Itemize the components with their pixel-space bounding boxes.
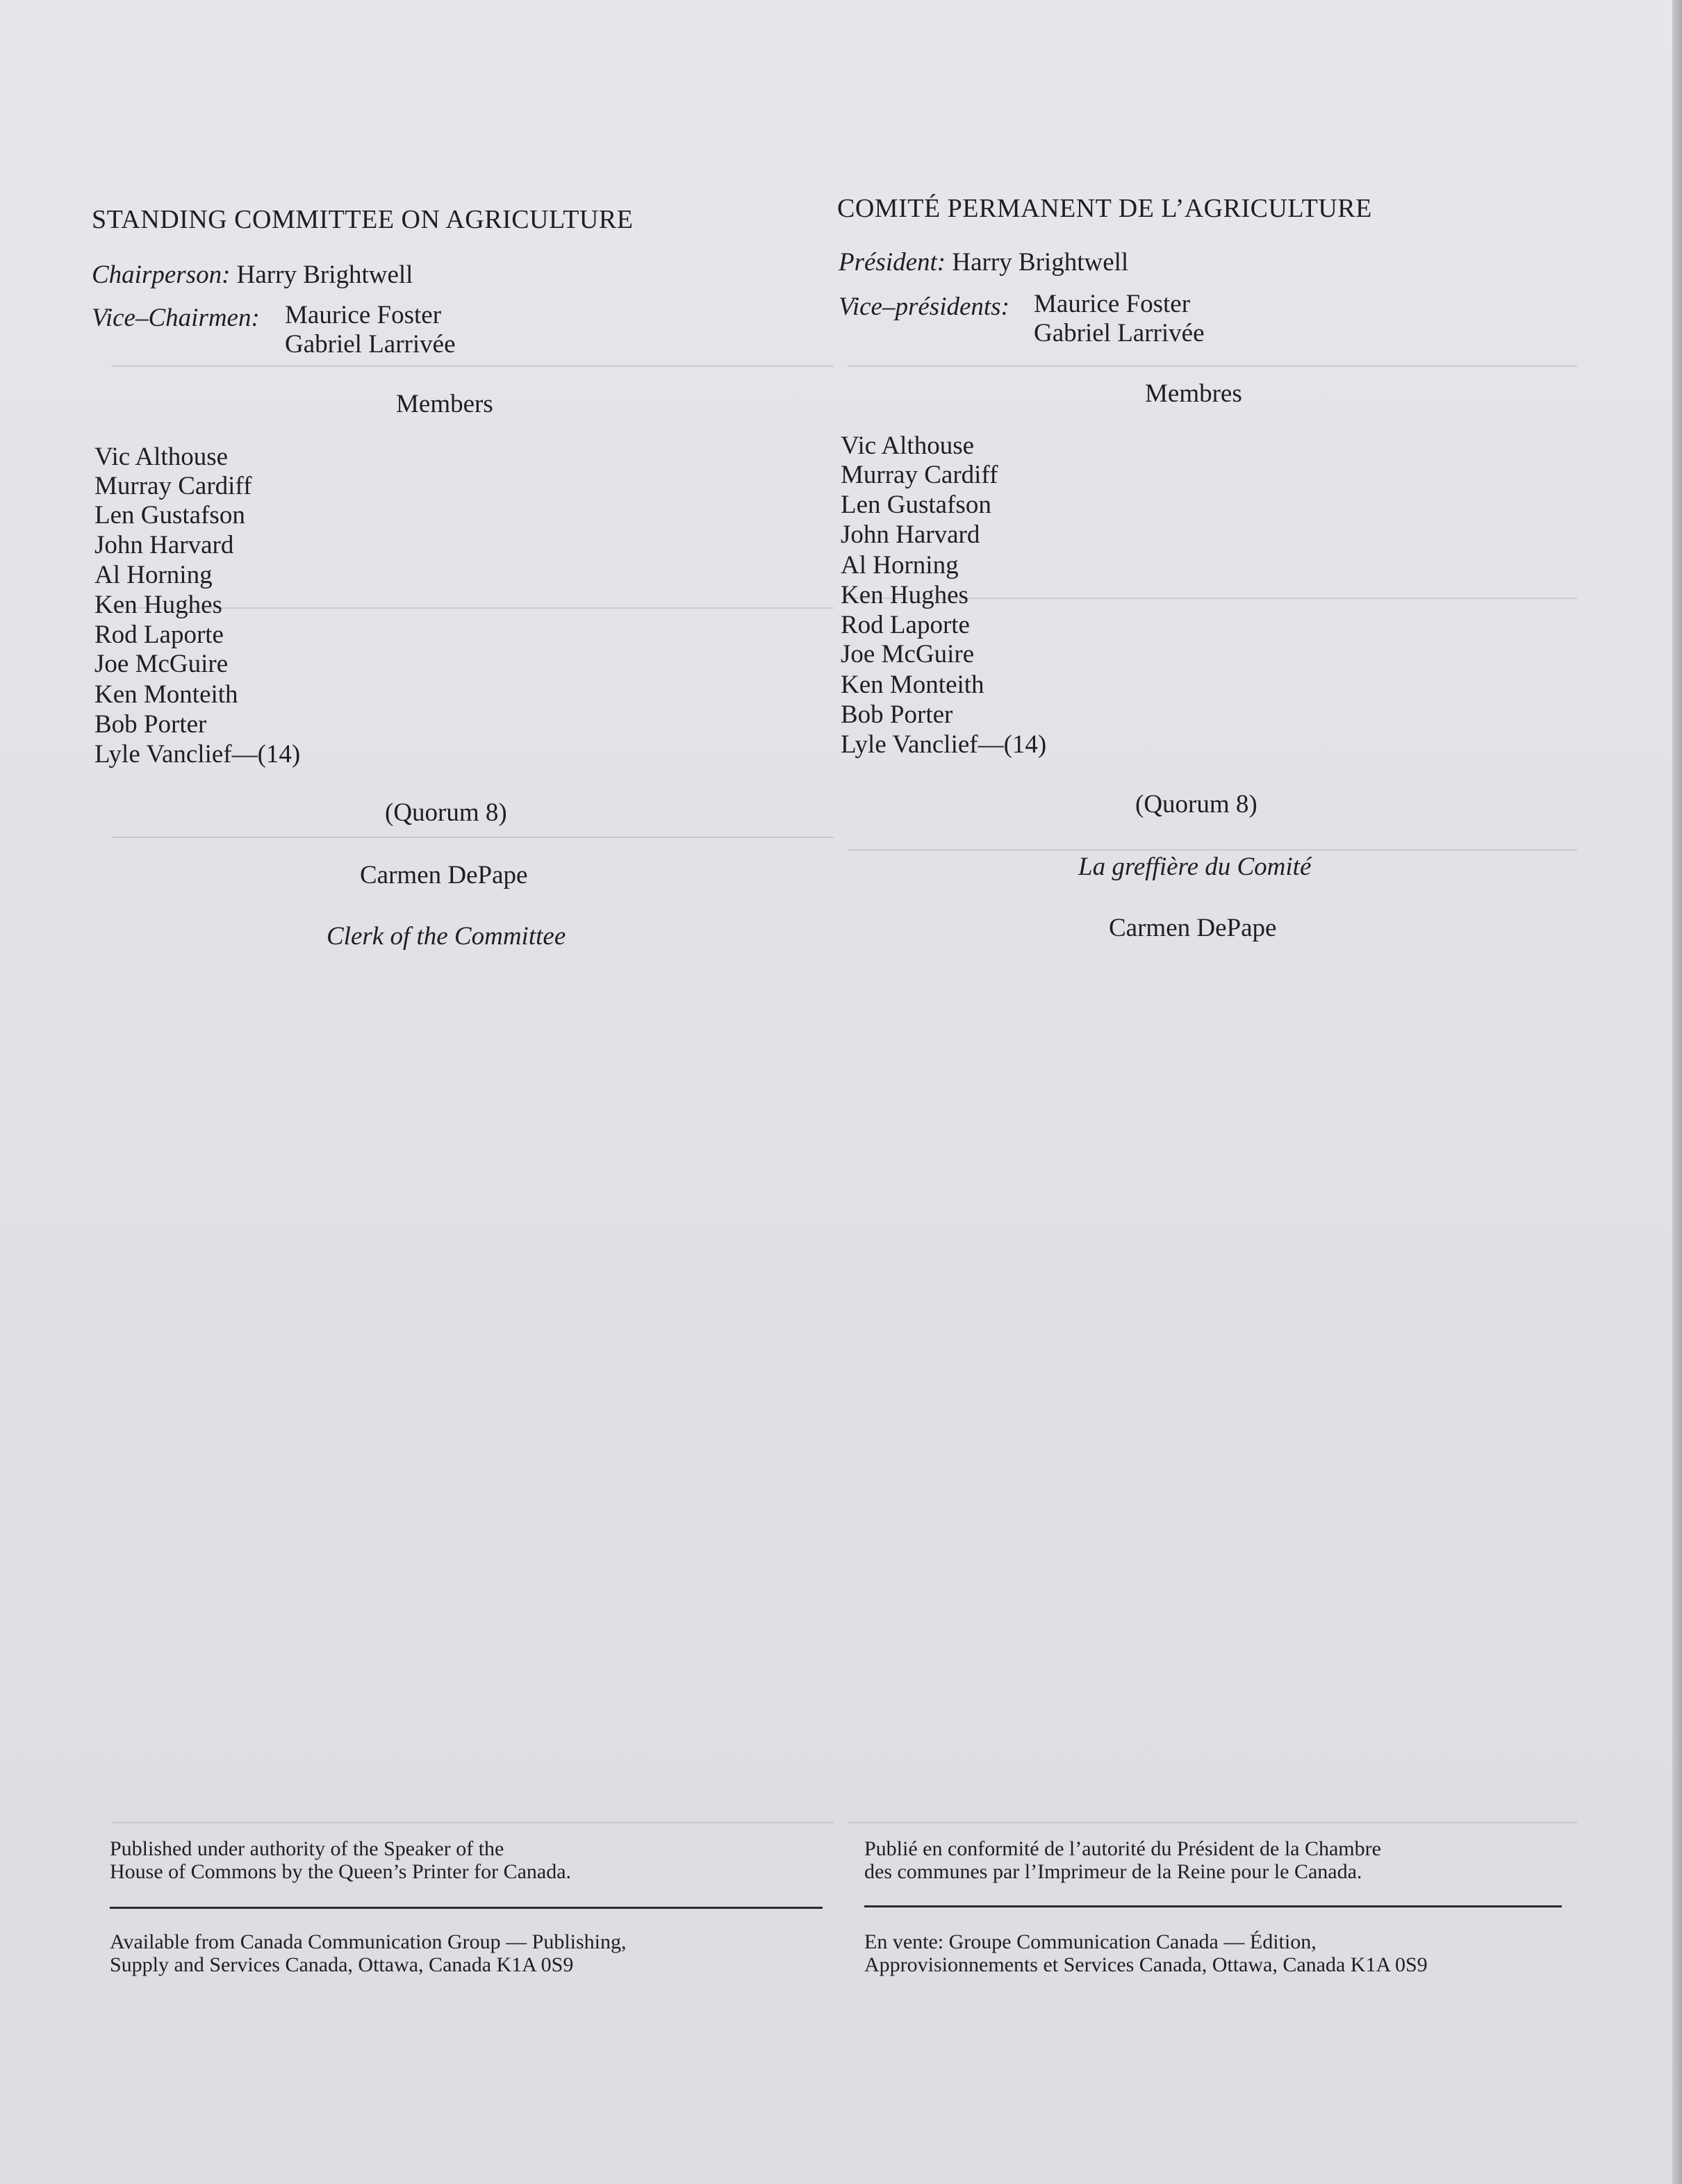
show-through-rule: [111, 366, 834, 367]
vice-name-en: Gabriel Larrivée: [285, 330, 456, 359]
chairperson-line-fr: [839, 247, 1128, 277]
member-fr: Bob Porter: [841, 700, 953, 729]
published-line-fr: Publié en conformité de l’autorité du Président de la Chambre: [864, 1837, 1381, 1860]
vice-role-fr: Vice–présidents:: [839, 293, 1009, 321]
page-edge: [1672, 0, 1682, 2184]
member-en: John Harvard: [94, 531, 234, 559]
member-fr: Len Gustafson: [841, 491, 991, 519]
committee-title-fr: COMITÉ PERMANENT DE L’AGRICULTURE: [837, 194, 1372, 223]
published-notice-fr: [864, 1837, 1381, 1883]
chairperson-line-en: [92, 260, 413, 290]
published-line-en: Published under authority of the Speaker of the: [110, 1837, 504, 1860]
quorum-fr: (Quorum 8): [1135, 790, 1258, 819]
member-en: Vic Althouse: [94, 443, 229, 471]
chairperson-role-en: Chairperson:: [92, 261, 231, 289]
published-line-en: House of Commons by the Queen’s Printer for Canada.: [110, 1860, 572, 1883]
member-en: Ken Monteith: [94, 680, 238, 709]
member-en: Ken Hughes: [94, 591, 222, 619]
member-fr: Vic Althouse: [841, 432, 975, 460]
vice-name-en: Maurice Foster: [285, 301, 442, 329]
clerk-title-fr: La greffière du Comité: [1078, 853, 1312, 881]
member-fr: Murray Cardiff: [841, 461, 998, 489]
chairperson-name-en: Harry Brightwell: [236, 261, 413, 289]
available-line-en: Available from Canada Communication Group — Publishing,: [110, 1930, 627, 1953]
available-line-fr: En vente: Groupe Communication Canada — Édition,: [864, 1930, 1317, 1953]
member-en: Bob Porter: [94, 710, 207, 739]
member-fr: John Harvard: [841, 520, 980, 549]
clerk-name-fr: Carmen DePape: [1109, 914, 1277, 942]
chairperson-name-fr: Harry Brightwell: [952, 248, 1129, 277]
member-en: Lyle Vanclief—(14): [94, 740, 301, 769]
clerk-name-en: Carmen DePape: [360, 861, 528, 889]
available-notice-fr: [864, 1930, 1428, 1976]
member-fr: Rod Laporte: [841, 611, 970, 639]
member-fr: Lyle Vanclief—(14): [841, 730, 1047, 759]
show-through-rule: [111, 1822, 834, 1823]
footer-rule-en: [110, 1907, 823, 1909]
chairperson-role-fr: Président:: [839, 248, 946, 277]
published-notice-en: [110, 1837, 571, 1883]
show-through-rule: [848, 366, 1577, 367]
vice-name-fr: Maurice Foster: [1034, 290, 1191, 318]
show-through-rule: [848, 849, 1577, 851]
available-line-fr: Approvisionnements et Services Canada, Ottawa, Canada K1A 0S9: [864, 1953, 1428, 1976]
show-through-rule: [848, 1822, 1577, 1823]
show-through-rule: [111, 837, 834, 838]
members-heading-fr: Membres: [1145, 379, 1242, 408]
member-en: Al Horning: [94, 561, 213, 589]
member-en: Joe McGuire: [94, 650, 229, 678]
available-line-en: Supply and Services Canada, Ottawa, Canada K1A 0S9: [110, 1953, 574, 1976]
clerk-title-en: Clerk of the Committee: [327, 922, 566, 951]
member-fr: Ken Monteith: [841, 671, 984, 699]
published-line-fr: des communes par l’Imprimeur de la Reine pour le Canada.: [864, 1860, 1362, 1883]
members-heading-en: Members: [396, 390, 493, 418]
footer-rule-fr: [864, 1905, 1562, 1907]
vice-role-en: Vice–Chairmen:: [92, 304, 260, 332]
vice-name-fr: Gabriel Larrivée: [1034, 319, 1205, 347]
quorum-en: (Quorum 8): [385, 798, 507, 827]
member-fr: Joe McGuire: [841, 640, 975, 668]
member-en: Rod Laporte: [94, 621, 224, 649]
member-en: Len Gustafson: [94, 501, 245, 529]
available-notice-en: [110, 1930, 627, 1976]
member-fr: Ken Hughes: [841, 581, 968, 609]
member-en: Murray Cardiff: [94, 472, 252, 500]
committee-title-en: STANDING COMMITTEE ON AGRICULTURE: [92, 205, 634, 234]
member-fr: Al Horning: [841, 551, 959, 580]
